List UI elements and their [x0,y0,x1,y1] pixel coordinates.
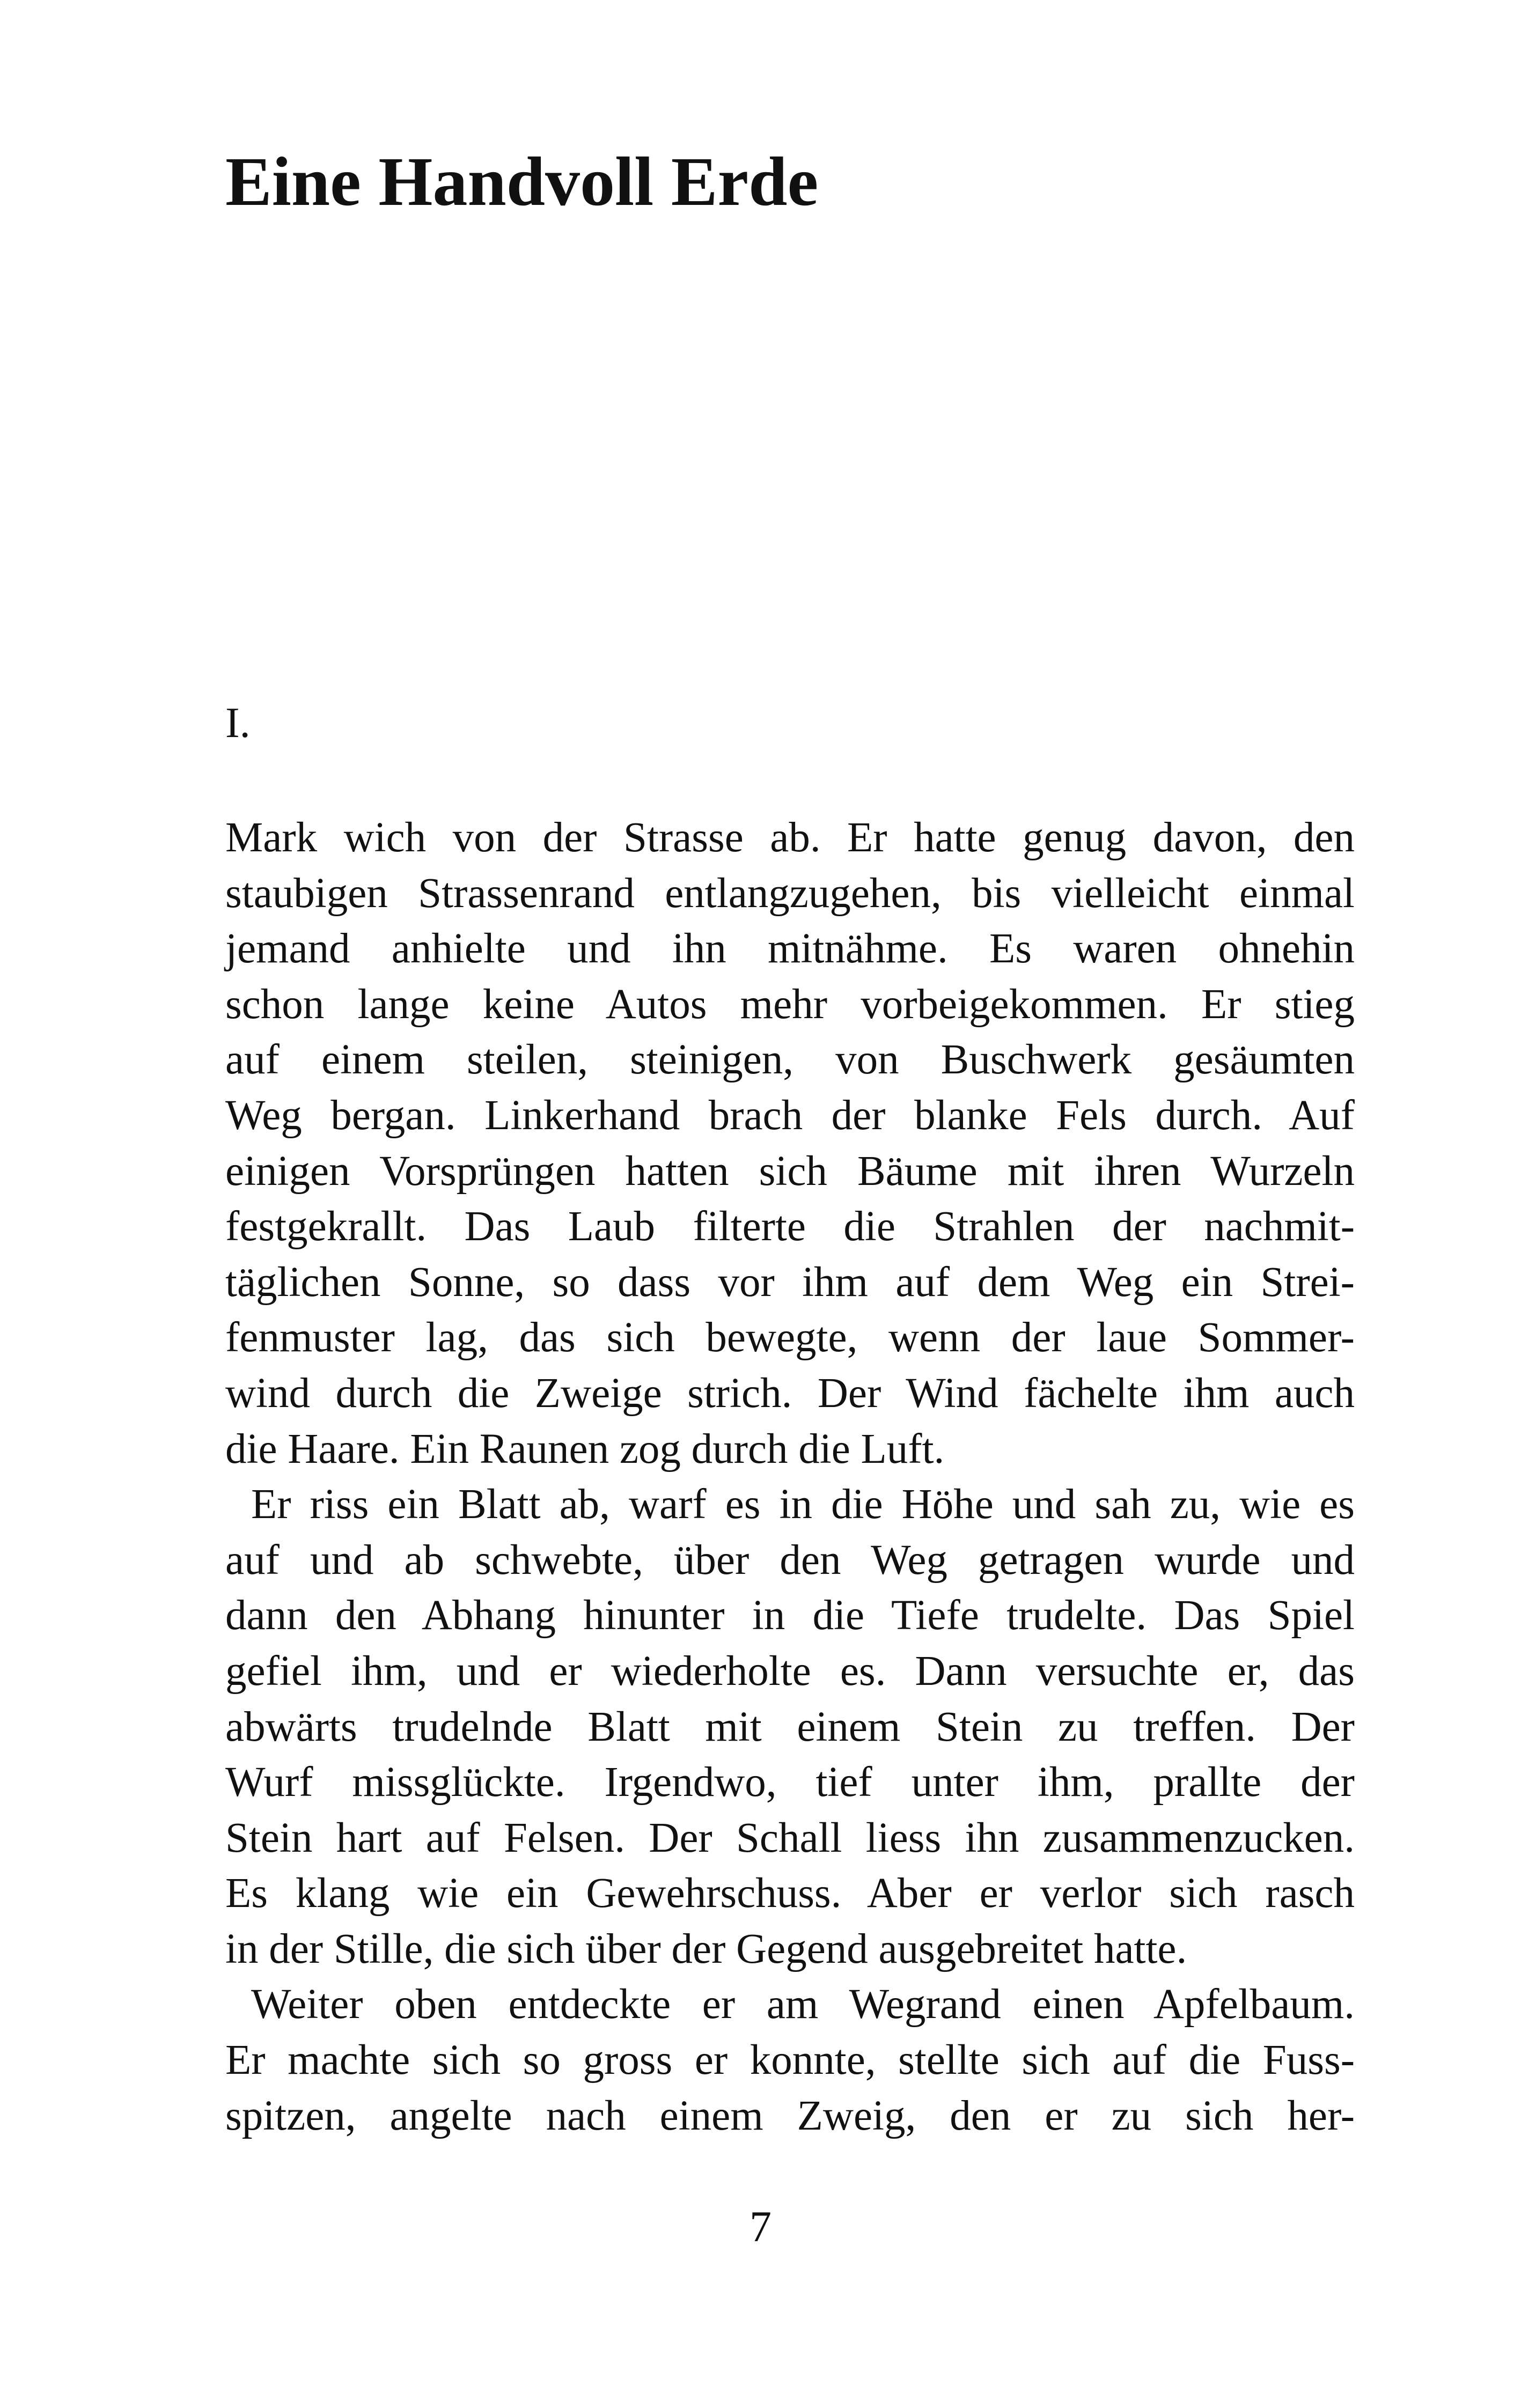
text-line: auf und ab schwebte, über den Weg getragen wurde und [225,1536,1355,1584]
text-line: Mark wich von der Strasse ab. Er hatte genug davon, den [225,814,1355,861]
text-line: Weiter oben entdeckte er am Wegrand einen Apfelbaum. [251,1981,1355,2028]
text-line: täglichen Sonne, so dass vor ihm auf dem Weg ein Strei- [225,1258,1355,1306]
text-line: dann den Abhang hinunter in die Tiefe trudelte. Das Spiel [225,1592,1355,1639]
chapter-number: I. [225,699,251,747]
text-line: Es klang wie ein Gewehrschuss. Aber er verlor sich rasch [225,1870,1355,1917]
text-line: auf einem steilen, steinigen, von Buschwerk gesäumten [225,1036,1355,1084]
text-line: Er riss ein Blatt ab, warf es in die Höhe und sah zu, wie es [251,1481,1355,1528]
text-line: Er machte sich so gross er konnte, stellte sich auf die Fuss- [225,2037,1355,2084]
text-line: jemand anhielte und ihn mitnähme. Es waren ohnehin [225,925,1355,973]
page-title: Eine Handvoll Erde [225,143,819,220]
text-line: schon lange keine Autos mehr vorbeigekommen. Er stieg [225,981,1355,1028]
text-line: in der Stille, die sich über der Gegend ausgebreitet hatte. [225,1925,1187,1972]
text-line: gefiel ihm, und er wiederholte es. Dann versuchte er, das [225,1647,1355,1695]
page-number: 7 [750,2202,771,2251]
body-text [225,810,1355,2144]
text-line: einigen Vorsprüngen hatten sich Bäume mit ihren Wurzeln [225,1147,1355,1195]
text-line: Stein hart auf Felsen. Der Schall liess ihn zusammenzucken. [225,1814,1355,1861]
text-line: Wurf missglückte. Irgendwo, tief unter ihm, prallte der [225,1759,1355,1806]
text-line: fenmuster lag, das sich bewegte, wenn der laue Sommer- [225,1314,1355,1361]
text-line: die Haare. Ein Raunen zog durch die Luft. [225,1425,945,1472]
text-line: abwärts trudelnde Blatt mit einem Stein zu treffen. Der [225,1703,1355,1750]
text-line: festgekrallt. Das Laub filterte die Strahlen der nachmit- [225,1203,1355,1250]
text-line: Weg bergan. Linkerhand brach der blanke Fels durch. Auf [225,1092,1355,1139]
text-line: spitzen, angelte nach einem Zweig, den er zu sich her- [225,2092,1355,2139]
text-line: staubigen Strassenrand entlangzugehen, bis vielleicht einmal [225,870,1355,917]
text-line: wind durch die Zweige strich. Der Wind fächelte ihm auch [225,1369,1355,1417]
